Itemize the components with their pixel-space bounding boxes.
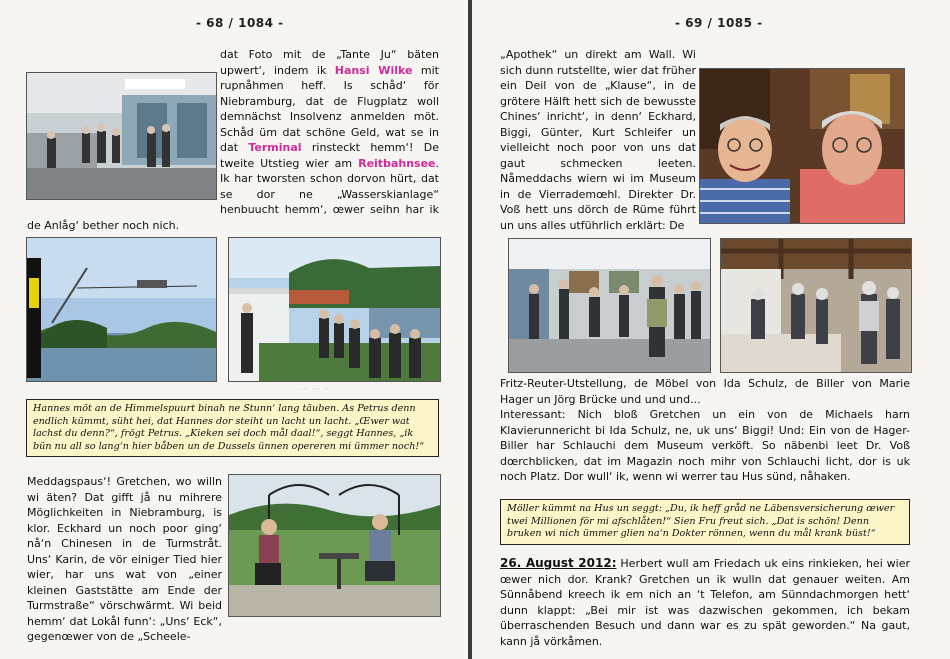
right-page (472, 0, 950, 659)
interessant-paragraph: Interessant: Nich bloß Gretchen un ein von de Michaels harn Klavierunnericht bi Ida Schulz, ne, uk uns‘ Biggi! Und: Ein von de Hager-Biller har Schlauchi dem Museum verköft. So näbenbi leet Dr. Voß dœrchblicken, dat im Magazin noch mihr von Schlauchi licht, dor is uk noch Platz. Dor wull‘ ik, wenn wi werrer tau Hus sünd, nåhaken. (500, 408, 910, 483)
text-run: . Ik har tworsten schon dorvon hürt, dat se dor ne „Wasserskianlage“ henbuucht hemm‘, œwer seihn har ik de Anlåg‘ bether noch nich. (27, 156, 439, 232)
photo-museum-tour (508, 238, 711, 373)
text-run: Meddagspaus‘! Gretchen, wo willn wi äten? Dat gifft jå nu mihrere Möglichkeiten in Niebramburg, is klor. Eckhard un noch poor ging‘ nå‘n Chinesen in de Turmstråt. Uns‘ Karin, de vör einiger Tied hier wier, har uns wat von „einer kleinen Gaststätte am Ende der Turmstraße“ vörschwärmt. Wi beid hemm‘ dat Lokål funn‘: „Uns‘ Eck“, gegenœwer von de „Scheele- (27, 475, 222, 643)
photo-museum-room (720, 238, 912, 373)
joke-box-left: Hannes möt an de Himmelspuurt binah ne Stunn‘ lang täuben. As Petrus denn endlich kümmt, süht hei, dat Hannes dor steiht un lacht un lacht. „Œwer wat lachst du denn?“, frögt Petrus. „Kieken sei doch mål daal!“, seggt Hannes, „ik bün nu all so lang‘n hier båben un de Dussels ünnen opereren mi ümmer noch!“ (26, 399, 439, 457)
page-number: - 69 / 1085 - (675, 16, 763, 30)
right-bottom-text (500, 556, 910, 649)
bleed-through-text: ··· ··· ··· (300, 385, 332, 395)
right-top-text (500, 47, 905, 233)
text-run: Herbert wull am Friedach uk eins rinkieken, hei wier œwer nich dor. Krank? Gretchen un ik wulln dat genauer weiten. Am Sünnåbend kreech ik em nich an ‘t Telefon, am Sünndachmorgen hett‘ dunn klappt: „Bei mir ist was dazwischen gekommen, ich bekam überraschenden Besuch und dann war es zu spät geworden.“ Na gaut, kann jå vörkåmen. (500, 557, 911, 648)
date-heading: 26. August 2012: (500, 556, 617, 570)
highlight-terminal: Terminal (248, 141, 302, 154)
text-run: dat Foto mit de „Tante Ju“ bäten upwert‘, indem ik (220, 48, 439, 77)
highlight-hansi-wilke: Hansi Wilke (334, 63, 413, 77)
text-run: „Apothek“ un direkt am Wall. Wi sich dunn rutstellte, wier dat früher ein Deil von de „Klause“, in de grötere Hälft hett sich de bewusste Chines‘ inricht‘, in denn‘ Eckhard, Biggi, Günter, Kurt Schleifer un vielleicht noch poor von uns dat gaut schmecken leeten. Nåmeddachs wiern wi im Museum in de Vierrademœhl. Direkter Dr. Voß hett uns dörch de Rüme führt un uns alles utführlich erklärt: De (500, 48, 696, 232)
left-top-text (27, 47, 439, 233)
highlight-reitbahnsee: Reitbahnsee (358, 156, 436, 170)
photo-group-at-lake (228, 237, 441, 382)
photo-waterski-lake (26, 237, 217, 382)
museum-paragraph: Fritz-Reuter-Utstellung, de Möbel von Ida Schulz, de Biller von Marie Hager un Jörg Brücke und und und... (500, 377, 910, 406)
page-number: - 68 / 1084 - (196, 16, 284, 30)
left-bottom-text (27, 474, 439, 645)
left-page (0, 0, 468, 659)
text-run: rinsteckt hemm‘! De tweite Utstieg wier am (220, 141, 439, 170)
right-mid-text (500, 376, 910, 485)
text-run: mit rupnåhmen heff. Is schåd‘ för Niebramburg, dat de Flugplatz woll demnächst Insolvenz anmelden möt. Schåd üm dat schöne Geld, wat se in dat (220, 63, 439, 154)
joke-box-right: Möller kümmt na Hus un seggt: „Du, ik heff gråd ne Läbensversicherung œwer twei Millionen för mi afschlåten!“ Sien Fru freut sich. „Dat is schön! Denn bruken wi nich ümmer glien na‘n Dokter rönnen, wenn du mål krank büst!“ (500, 499, 910, 545)
